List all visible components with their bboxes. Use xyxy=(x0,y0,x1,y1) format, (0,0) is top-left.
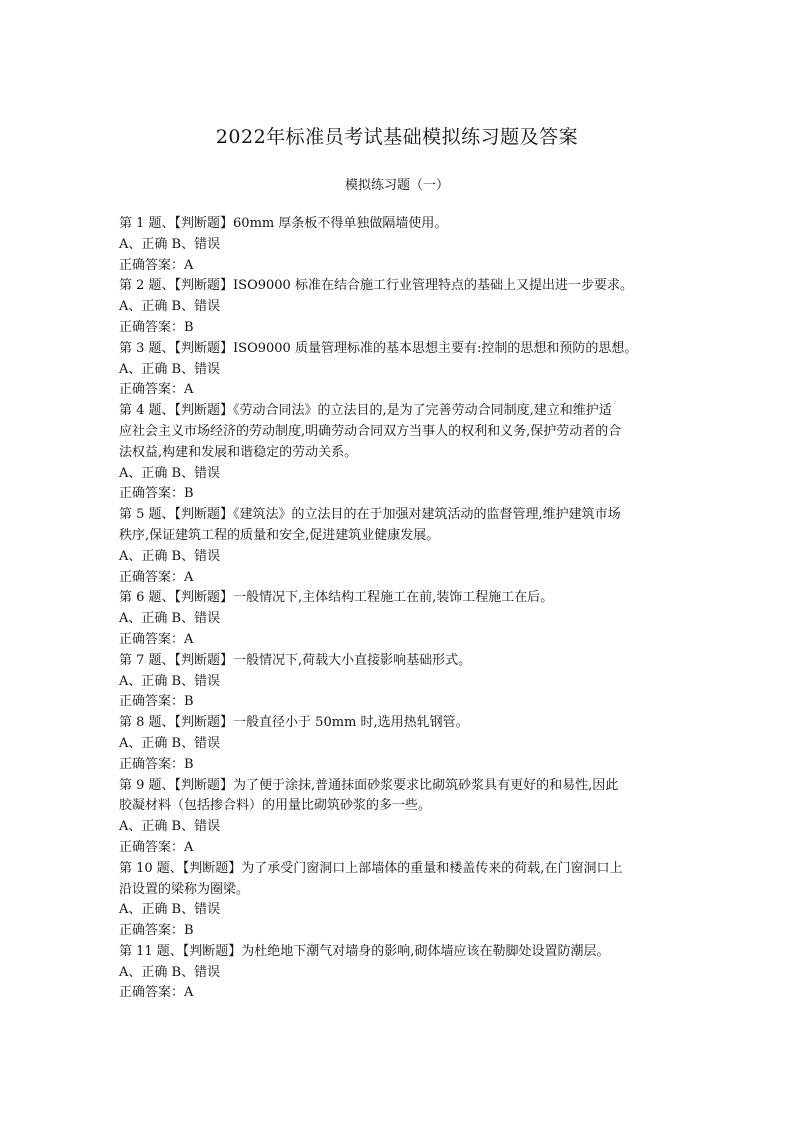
question-item xyxy=(119,588,679,650)
question-options: A、正确 B、错误 xyxy=(119,964,221,980)
question-item xyxy=(119,651,679,713)
question-list xyxy=(119,214,679,1004)
question-item xyxy=(119,339,679,401)
question-options: A、正确 B、错误 xyxy=(119,819,221,835)
question-answer: 正确答案：A xyxy=(119,382,194,398)
question-item xyxy=(119,276,679,338)
question-stem: 第 3 题、【判断题】ISO9000 质量管理标准的基本思想主要有:控制的思想和预防的思想。 xyxy=(119,340,638,356)
question-stem: 第 8 题、【判断题】一般直径小于 50mm 时,选用热轧钢管。 xyxy=(119,715,469,731)
question-answer: 正确答案：B xyxy=(119,756,194,772)
question-item xyxy=(119,776,679,859)
question-answer: 正确答案：A xyxy=(119,569,194,585)
question-answer: 正确答案：A xyxy=(119,257,194,273)
question-item xyxy=(119,713,679,775)
question-options: A、正确 B、错误 xyxy=(119,548,221,564)
question-stem-line: 第 5 题、【判断题】《建筑法》的立法目的在于加强对建筑活动的监督管理,维护建筑市场 xyxy=(119,507,621,523)
question-stem-line: 沿设置的梁称为圈梁。 xyxy=(119,881,250,897)
question-item xyxy=(119,505,679,588)
question-answer: 正确答案：B xyxy=(119,694,194,710)
question-answer: 正确答案：A xyxy=(119,631,194,647)
question-options: A、正确 B、错误 xyxy=(119,465,221,481)
question-stem: 第 6 题、【判断题】一般情况下,主体结构工程施工在前,装饰工程施工在后。 xyxy=(119,590,554,606)
question-stem: 第 7 题、【判断题】一般情况下,荷载大小直接影响基础形式。 xyxy=(119,652,472,668)
question-stem: 第 11 题、【判断题】为杜绝地下潮气对墙身的影响,砌体墙应该在勒脚处设置防潮层。 xyxy=(119,943,610,959)
section-title: 模拟练习题（一） xyxy=(344,178,449,193)
question-options: A、正确 B、错误 xyxy=(119,361,221,377)
question-stem-line: 秩序,保证建筑工程的质量和安全,促进建筑业健康发展。 xyxy=(119,527,440,543)
question-answer: 正确答案：A xyxy=(119,985,194,1001)
question-options: A、正确 B、错误 xyxy=(119,611,221,627)
question-options: A、正确 B、错误 xyxy=(119,236,221,252)
question-item xyxy=(119,942,679,1004)
question-stem-line: 第 4 题、【判断题】《劳动合同法》的立法目的,是为了完善劳动合同制度,建立和维护适 xyxy=(119,403,612,419)
question-answer: 正确答案：A xyxy=(119,839,194,855)
question-options: A、正确 B、错误 xyxy=(119,299,221,315)
question-stem: 第 1 题、【判断题】60mm 厚条板不得单独做隔墙使用。 xyxy=(119,216,448,231)
question-stem: 第 2 题、【判断题】ISO9000 标准在结合施工行业管理特点的基础上又提出进一步要求。 xyxy=(119,278,633,294)
question-stem-line: 法权益,构建和发展和谐稳定的劳动关系。 xyxy=(119,444,358,460)
question-stem-line: 第 9 题、【判断题】为了便于涂抹,普通抹面砂浆要求比砌筑砂浆具有更好的和易性,因此 xyxy=(119,777,619,793)
question-answer: 正确答案：B xyxy=(119,319,194,335)
question-item xyxy=(119,214,679,276)
question-answer: 正确答案：B xyxy=(119,486,194,502)
question-options: A、正确 B、错误 xyxy=(119,735,221,751)
question-item xyxy=(119,401,679,505)
question-stem-line: 胶凝材料（包括掺合料）的用量比砌筑砂浆的多一些。 xyxy=(119,798,432,814)
question-options: A、正确 B、错误 xyxy=(119,902,221,918)
question-options: A、正确 B、错误 xyxy=(119,673,221,689)
question-item xyxy=(119,859,679,942)
question-stem-line: 应社会主义市场经济的劳动制度,明确劳动合同双方当事人的权利和义务,保护劳动者的合 xyxy=(119,423,622,439)
question-answer: 正确答案：B xyxy=(119,923,194,939)
question-stem-line: 第 10 题、【判断题】为了承受门窗洞口上部墙体的重量和楼盖传来的荷载,在门窗洞口上 xyxy=(119,860,623,876)
document-title: 2022年标准员考试基础模拟练习题及答案 xyxy=(215,126,579,148)
